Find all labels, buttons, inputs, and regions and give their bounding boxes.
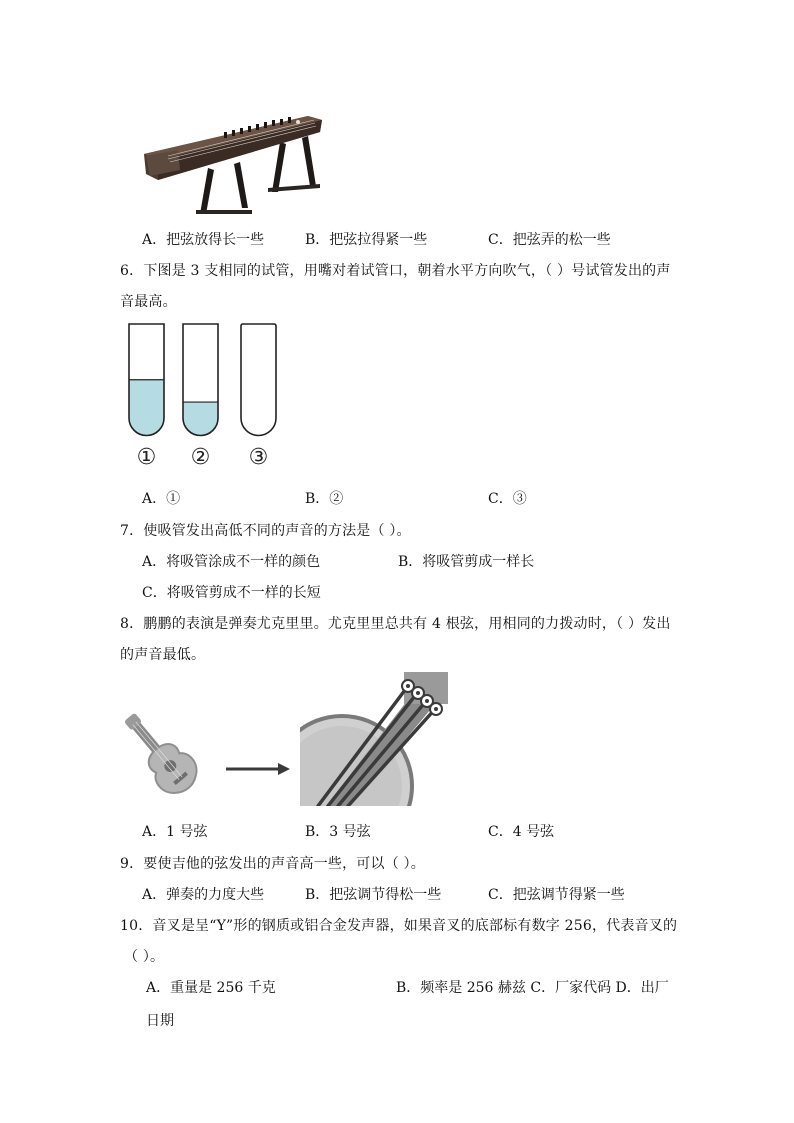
q9-option-b[interactable]: B．把弦调节得松一些 (305, 887, 442, 903)
guzheng-image (138, 98, 338, 218)
q8-option-a[interactable]: A．1 号弦 (142, 824, 208, 840)
q7-question: 7．使吸管发出高低不同的声音的方法是（ ）。 (120, 523, 411, 539)
test-tubes-figure (126, 322, 286, 472)
q9-option-c[interactable]: C．把弦调节得紧一些 (488, 887, 625, 903)
q8-question-line2: 的声音最低。 (120, 647, 206, 663)
q8-question-line1: 8．鹏鹏的表演是弹奏尤克里里。尤克里里总共有 4 根弦，用相同的力拨动时，（ ）发出 (120, 616, 671, 632)
ukulele-zoom-image (300, 672, 448, 806)
tube-1-label: ① (136, 445, 157, 470)
q8-option-c[interactable]: C．4 号弦 (488, 824, 555, 840)
q5-option-a[interactable]: A．把弦放得长一些 (142, 232, 265, 248)
q8-option-b[interactable]: B．3 号弦 (305, 824, 371, 840)
arrow-icon (226, 762, 292, 776)
q7-option-a[interactable]: A．将吸管涂成不一样的颜色 (142, 554, 321, 570)
q6-option-c[interactable]: C．③ (488, 491, 527, 507)
q5-option-b[interactable]: B．把弦拉得紧一些 (305, 232, 428, 248)
q10-option-d-continued: 日期 (146, 1013, 174, 1029)
q6-option-a[interactable]: A．① (142, 491, 181, 507)
q7-option-c[interactable]: C．将吸管剪成不一样的长短 (142, 585, 321, 601)
q10-options-bcd[interactable]: B．频率是 256 赫兹 C．厂家代码 D．出厂 (396, 980, 669, 996)
q7-option-b[interactable]: B．将吸管剪成一样长 (398, 554, 535, 570)
ukulele-small-image (118, 712, 210, 802)
q10-question-line1: 10．音叉是呈“Y”形的钢质或铝合金发声器，如果音叉的底部标有数字 256，代表音叉的 (120, 918, 678, 934)
tube-3 (241, 324, 276, 435)
tube-2-water (183, 402, 218, 439)
q6-option-b[interactable]: B．② (305, 491, 344, 507)
q6-question-line1: 6．下图是 3 支相同的试管，用嘴对着试管口，朝着水平方向吹气，（ ）号试管发出的声 (120, 263, 671, 279)
q5-option-c[interactable]: C．把弦弄的松一些 (488, 232, 611, 248)
q10-option-a[interactable]: A．重量是 256 千克 (146, 980, 276, 996)
q9-option-a[interactable]: A．弹奏的力度大些 (142, 887, 265, 903)
q9-question: 9．要使吉他的弦发出的声音高一些，可以（ ）。 (120, 856, 425, 872)
q6-question-line2: 音最高。 (120, 294, 177, 310)
tube-2-label: ② (190, 445, 211, 470)
q10-question-line2: （ ）。 (124, 949, 165, 965)
tube-3-label: ③ (248, 445, 269, 470)
